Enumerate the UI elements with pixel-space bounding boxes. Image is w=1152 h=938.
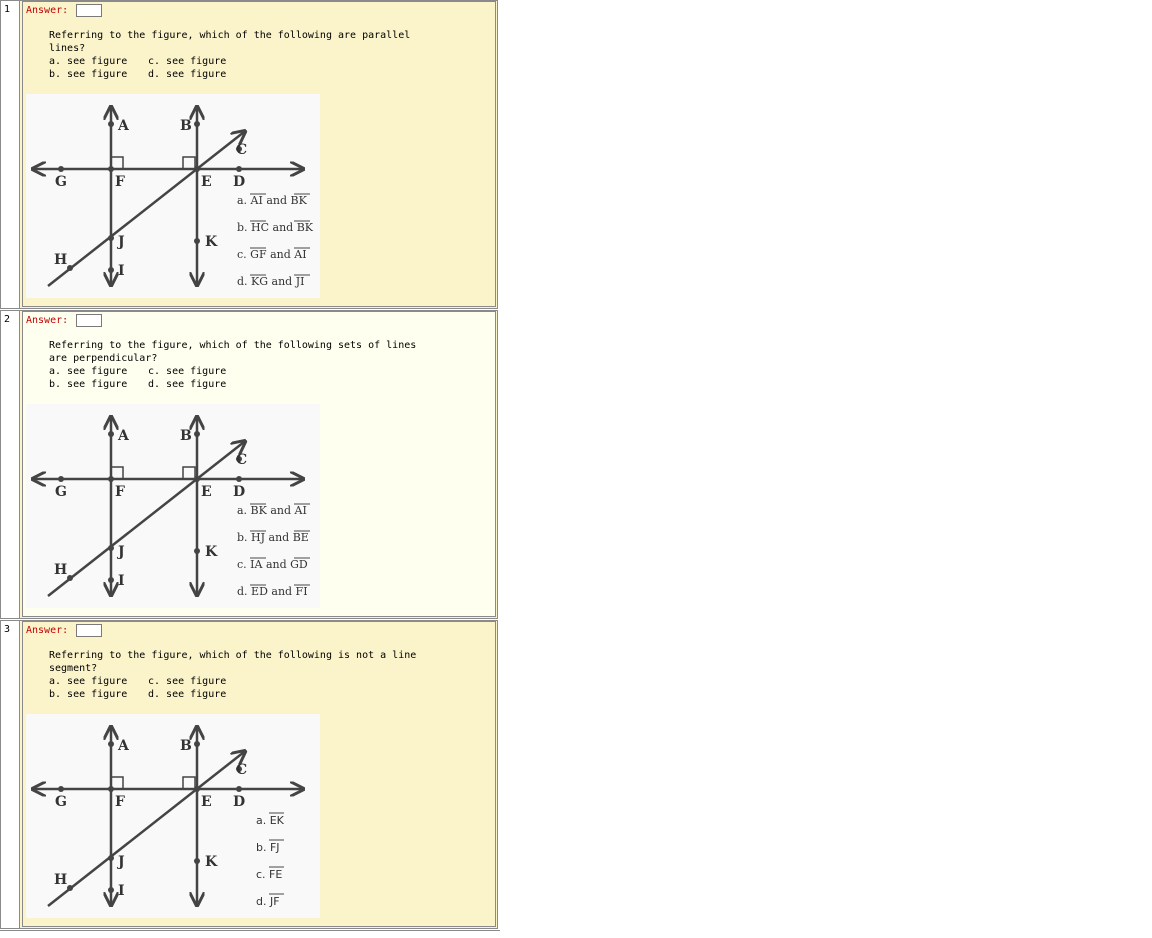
figure-option-2: c. IA and GD bbox=[237, 558, 308, 571]
choice-a: a. see figure bbox=[49, 366, 128, 377]
figure-svg bbox=[26, 714, 320, 918]
choices bbox=[49, 365, 247, 391]
choice-d: d. see figure bbox=[148, 689, 227, 700]
figure-option-1: b. FJ bbox=[256, 841, 280, 854]
point-label-G: G bbox=[55, 794, 67, 810]
point-label-D: D bbox=[233, 794, 246, 810]
answer-input[interactable] bbox=[76, 314, 102, 327]
question-row bbox=[0, 310, 498, 619]
figure-svg bbox=[26, 404, 320, 608]
point-label-A: A bbox=[118, 738, 129, 754]
answer-label: Answer: bbox=[26, 315, 69, 326]
choice-a: a. see figure bbox=[49, 56, 128, 67]
point-label-I: I bbox=[118, 883, 125, 899]
quiz-table bbox=[0, 0, 500, 937]
point-label-D: D bbox=[233, 484, 246, 500]
geometry-figure bbox=[26, 714, 320, 918]
question-number: 1 bbox=[1, 1, 20, 308]
point-label-H: H bbox=[54, 252, 68, 268]
figure-option-2: c. GF and AI bbox=[237, 248, 307, 261]
figure-option-0: a. BK and AI bbox=[237, 504, 307, 517]
choice-d: d. see figure bbox=[148, 69, 227, 80]
point-label-C: C bbox=[236, 762, 248, 778]
point-label-A: A bbox=[118, 428, 129, 444]
point-label-H: H bbox=[54, 562, 68, 578]
figure-option-1: b. HC and BK bbox=[237, 221, 314, 234]
choice-b: b. see figure bbox=[49, 689, 128, 700]
point-label-B: B bbox=[180, 738, 192, 754]
geometry-figure bbox=[26, 94, 320, 298]
point-label-E: E bbox=[201, 174, 212, 190]
point-label-G: G bbox=[55, 174, 67, 190]
point-label-G: G bbox=[55, 484, 67, 500]
answer-input[interactable] bbox=[76, 624, 102, 637]
point-label-E: E bbox=[201, 794, 212, 810]
point-label-J: J bbox=[118, 234, 125, 250]
choice-b: b. see figure bbox=[49, 379, 128, 390]
point-label-E: E bbox=[201, 484, 212, 500]
choice-c: c. see figure bbox=[148, 366, 227, 377]
figure-svg bbox=[26, 94, 320, 298]
point-label-D: D bbox=[233, 174, 246, 190]
figure-option-0: a. AI and BK bbox=[237, 194, 307, 207]
choice-c: c. see figure bbox=[148, 676, 227, 687]
question-number: 2 bbox=[1, 311, 20, 618]
choice-d: d. see figure bbox=[148, 379, 227, 390]
point-label-I: I bbox=[118, 263, 125, 279]
point-label-F: F bbox=[115, 484, 125, 500]
point-label-J: J bbox=[118, 544, 125, 560]
question-text: Referring to the figure, which of the following sets of lines are perpendicular? bbox=[49, 340, 423, 364]
question-row bbox=[0, 0, 498, 309]
question-body bbox=[22, 311, 496, 617]
point-label-B: B bbox=[180, 428, 192, 444]
question-row bbox=[0, 620, 498, 929]
point-label-K: K bbox=[205, 234, 218, 250]
question-body bbox=[22, 621, 496, 927]
point-label-K: K bbox=[205, 544, 218, 560]
geometry-figure bbox=[26, 404, 320, 608]
figure-option-3: d. JF bbox=[256, 895, 280, 908]
point-label-C: C bbox=[236, 452, 248, 468]
figure-option-1: b. HJ and BE bbox=[237, 531, 309, 544]
figure-option-2: c. FE bbox=[256, 868, 283, 881]
choices bbox=[49, 675, 247, 701]
point-label-K: K bbox=[205, 854, 218, 870]
question-text: Referring to the figure, which of the following is not a line segment? bbox=[49, 650, 423, 674]
point-label-A: A bbox=[118, 118, 129, 134]
choice-b: b. see figure bbox=[49, 69, 128, 80]
answer-label: Answer: bbox=[26, 625, 69, 636]
point-label-J: J bbox=[118, 854, 125, 870]
point-label-C: C bbox=[236, 142, 248, 158]
question-number: 3 bbox=[1, 621, 20, 928]
choice-a: a. see figure bbox=[49, 676, 128, 687]
choice-c: c. see figure bbox=[148, 56, 227, 67]
figure-option-3: d. KG and JI bbox=[237, 275, 305, 288]
question-text: Referring to the figure, which of the following are parallel lines? bbox=[49, 30, 417, 54]
answer-input[interactable] bbox=[76, 4, 102, 17]
question-body bbox=[22, 1, 496, 307]
point-label-B: B bbox=[180, 118, 192, 134]
point-label-H: H bbox=[54, 872, 68, 888]
point-label-I: I bbox=[118, 573, 125, 589]
point-label-F: F bbox=[115, 174, 125, 190]
figure-option-3: d. ED and FI bbox=[237, 585, 308, 598]
point-label-F: F bbox=[115, 794, 125, 810]
choices bbox=[49, 55, 247, 81]
figure-option-0: a. EK bbox=[256, 814, 284, 827]
answer-label: Answer: bbox=[26, 5, 69, 16]
